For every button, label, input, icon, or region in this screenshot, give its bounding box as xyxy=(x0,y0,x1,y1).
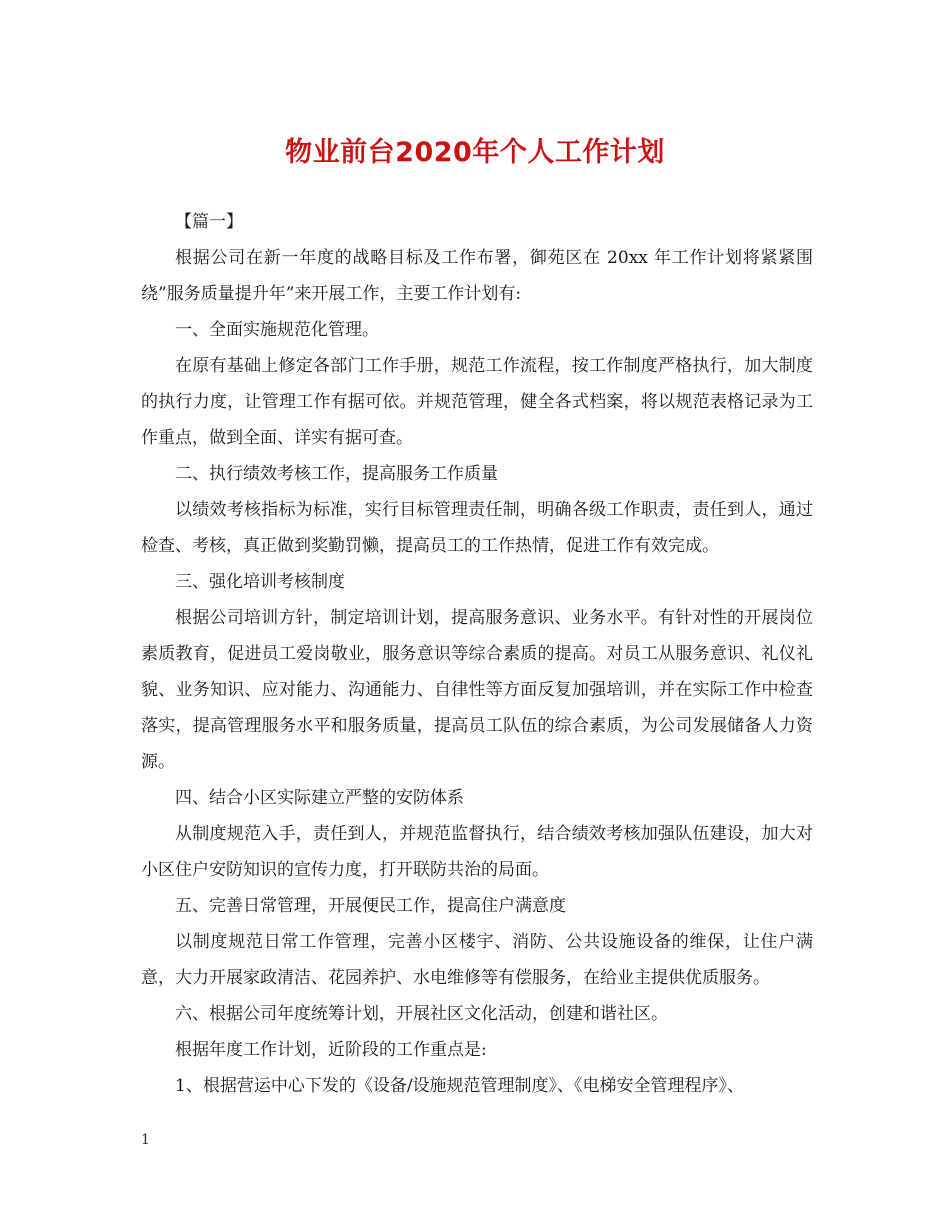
list-item: 1、根据营运中心下发的《设备/设施规范管理制度》、《电梯安全管理程序》、 xyxy=(175,1076,745,1096)
document-body xyxy=(141,204,813,1104)
section-heading: 五、完善日常管理，开展便民工作，提高住户满意度 xyxy=(175,896,566,916)
section-heading: 四、结合小区实际建立严整的安防体系 xyxy=(175,788,464,808)
section-label: 【篇一】 xyxy=(175,212,243,232)
paragraph: 在原有基础上修定各部门工作手册，规范工作流程，按工作制度严格执行，加大制度的执行力度，让管理工作有据可依。并规范管理，健全各式档案，将以规范表格记录为工作重点，做到全面、详实有据可查。 xyxy=(141,356,813,448)
paragraph: 以制度规范日常工作管理，完善小区楼宇、消防、公共设施设备的维保，让住户满意，大力开展家政清洁、花园养护、水电维修等有偿服务，在给业主提供优质服务。 xyxy=(141,932,813,988)
paragraph: 根据公司在新一年度的战略目标及工作布署，御苑区在 20xx 年工作计划将紧紧围绕”服务质量提升年”来开展工作，主要工作计划有: xyxy=(141,248,813,304)
section-heading: 六、根据公司年度统筹计划，开展社区文化活动，创建和谐社区。 xyxy=(175,1004,668,1024)
section-heading: 三、强化培训考核制度 xyxy=(175,572,345,592)
section-heading: 二、执行绩效考核工作，提高服务工作质量 xyxy=(175,464,498,484)
paragraph: 根据公司培训方针，制定培训计划，提高服务意识、业务水平。有针对性的开展岗位素质教育，促进员工爱岗敬业，服务意识等综合素质的提高。对员工从服务意识、礼仪礼貌、业务知识、应对能力、沟通能力、自律性等方面反复加强培训，并在实际工作中检查落实，提高管理服务水平和服务质量，提高员工队伍的综合素质，为公司发展储备人力资源。 xyxy=(141,608,813,772)
paragraph: 从制度规范入手，责任到人，并规范监督执行，结合绩效考核加强队伍建设，加大对小区住户安防知识的宣传力度，打开联防共治的局面。 xyxy=(141,824,813,880)
paragraph: 以绩效考核指标为标准，实行目标管理责任制，明确各级工作职责，责任到人，通过检查、考核，真正做到奖勤罚懒，提高员工的工作热情，促进工作有效完成。 xyxy=(141,500,813,556)
section-heading: 一、全面实施规范化管理。 xyxy=(175,320,379,340)
paragraph: 根据年度工作计划，近阶段的工作重点是: xyxy=(175,1040,487,1060)
page-number: 1 xyxy=(141,1132,150,1148)
document-title: 物业前台2020年个人工作计划 xyxy=(285,137,665,168)
